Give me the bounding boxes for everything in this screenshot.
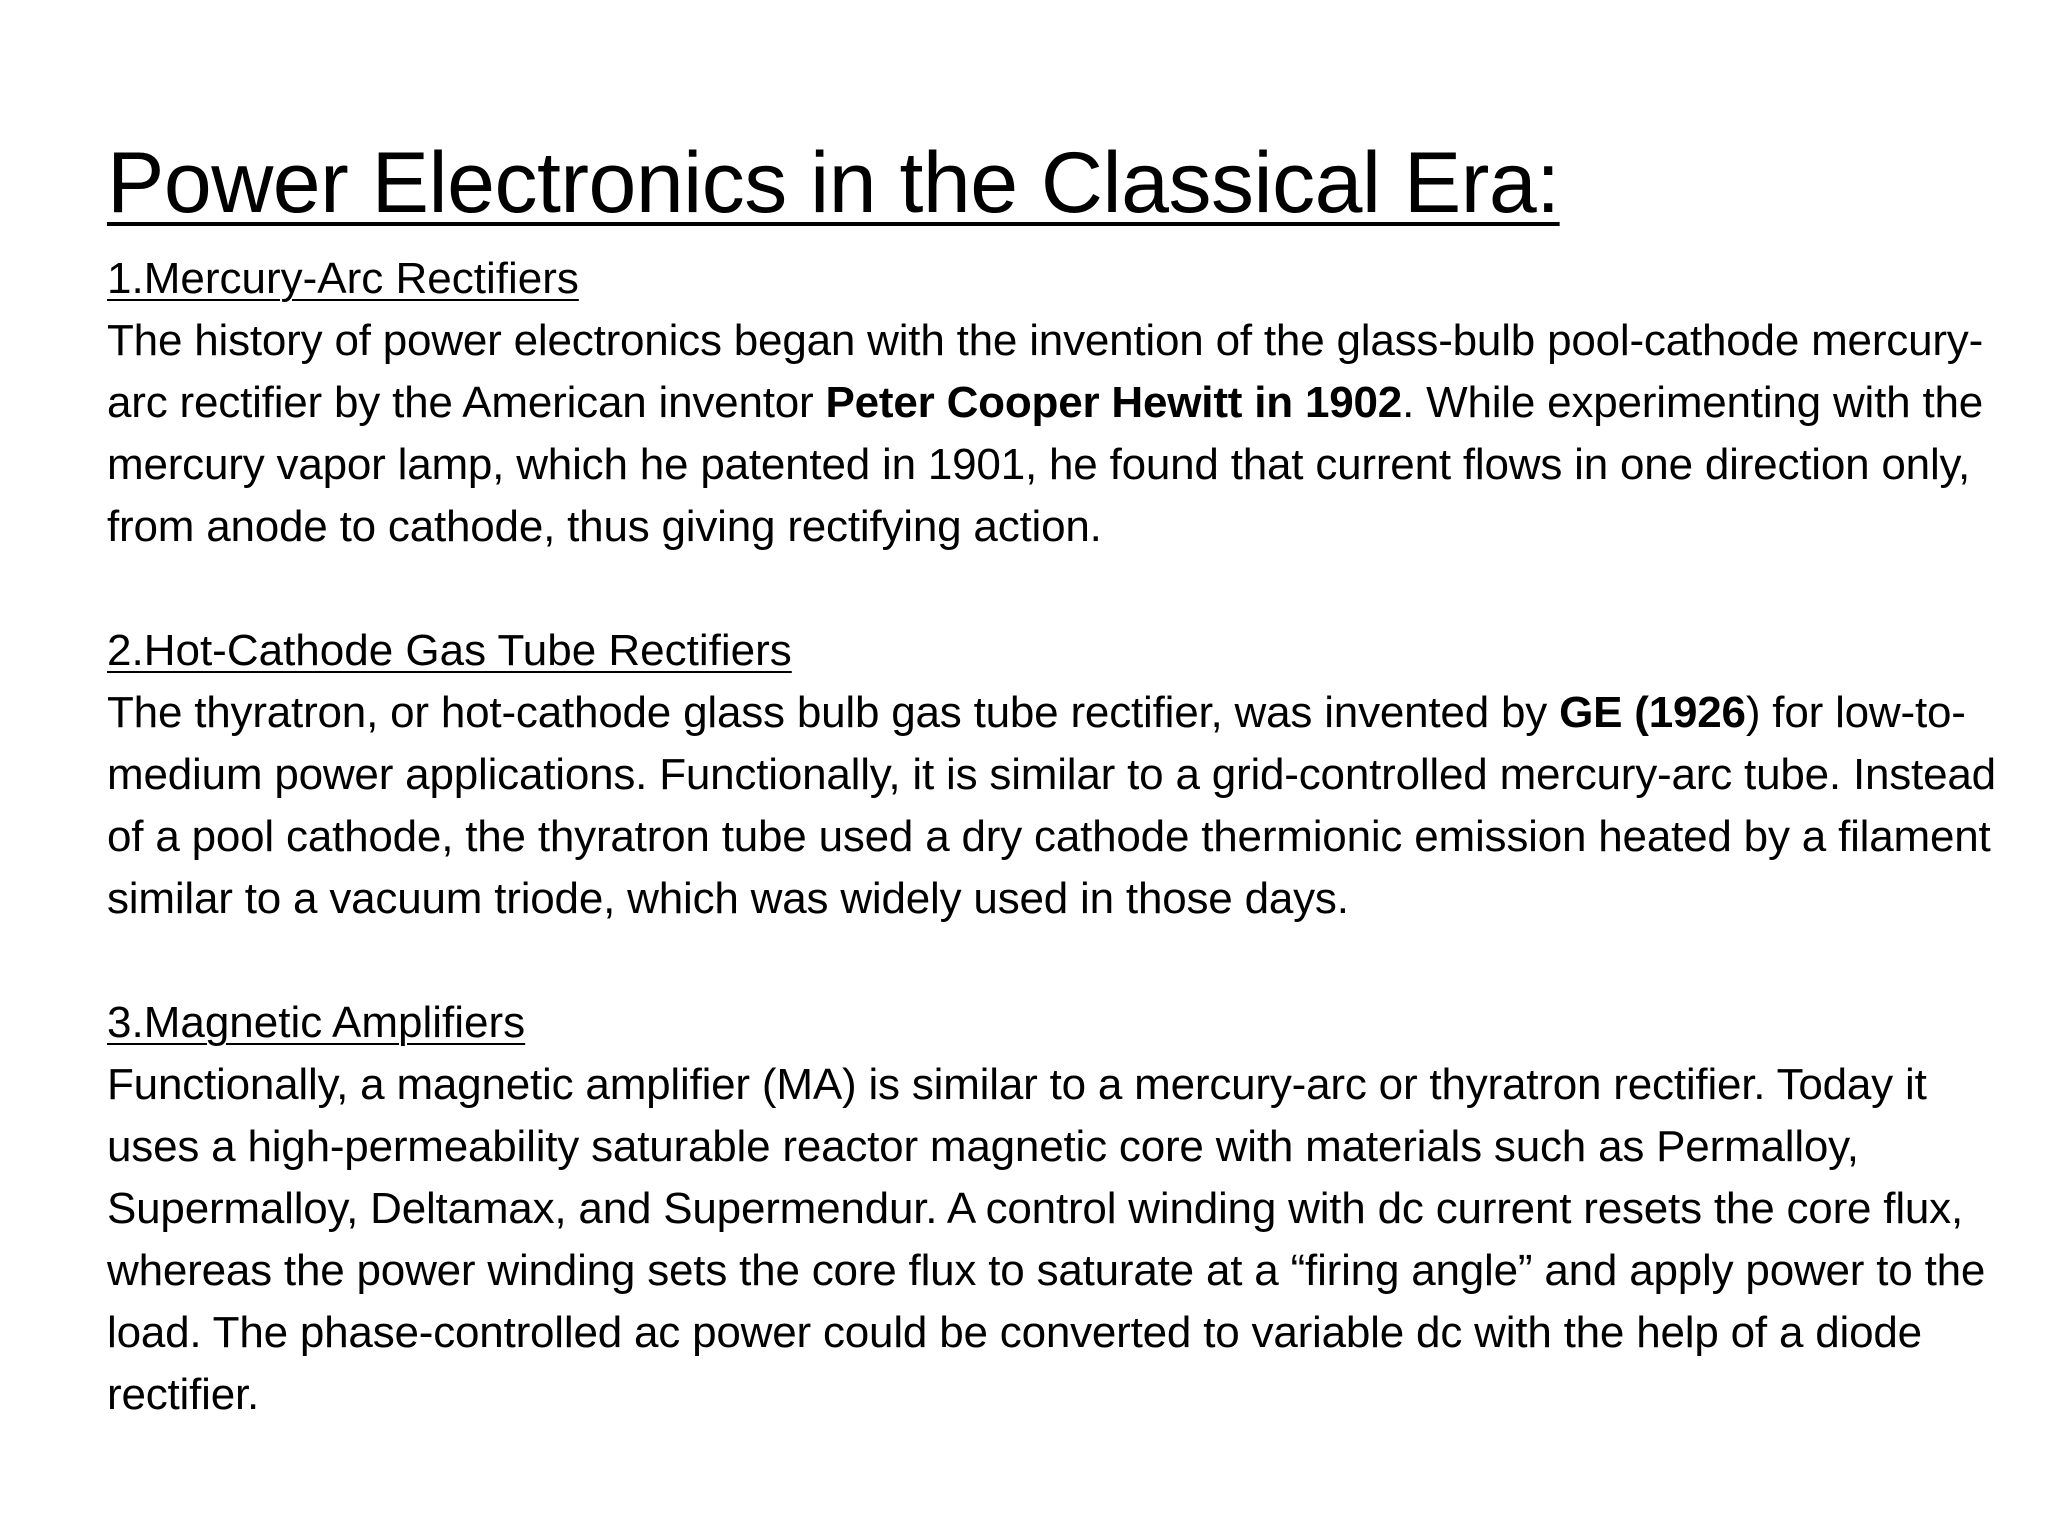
section-mercury-arc	[107, 248, 2007, 558]
section-paragraph	[107, 682, 2007, 930]
section-paragraph	[107, 1054, 2007, 1426]
paragraph-bold-text: GE (1926	[1559, 688, 1746, 737]
section-heading: 1.Mercury-Arc Rectifiers	[107, 254, 579, 303]
slide-content	[107, 135, 2007, 1488]
paragraph-bold-text: Peter Cooper Hewitt in 1902	[825, 378, 1403, 427]
paragraph-text: . While experimenting with the mercury vapor lamp, which he patented in 1901, he found that current flows in one direction only, from anode to cathode, thus giving rectifying action.	[107, 378, 1984, 551]
section-hot-cathode	[107, 620, 2007, 930]
section-heading: 3.Magnetic Amplifiers	[107, 998, 526, 1047]
paragraph-text: The thyratron, or hot-cathode glass bulb gas tube rectifier, was invented by	[107, 688, 1560, 737]
section-paragraph	[107, 310, 2007, 558]
section-heading: 2.Hot-Cathode Gas Tube Rectifiers	[107, 626, 792, 675]
paragraph-text: Functionally, a magnetic amplifier (MA) is similar to a mercury-arc or thyratron rectifier. Today it uses a high-permeability saturable reactor magnetic core with materials such as Permalloy, Supermalloy, Deltamax, and Supermendur. A control winding with dc current resets the core flux, whereas the power winding sets the core flux to saturate at a “firing angle” and apply power to the load. The phase-controlled ac power could be converted to variable dc with the help of a diode rectifier.	[107, 1060, 1986, 1419]
paragraph-text: The history of power electronics began with the invention of the glass-bulb pool-cathode mercury-arc rectifier by the American inventor	[107, 316, 1984, 427]
paragraph-text: ) for low-to-medium power applications. Functionally, it is similar to a grid-controlled mercury-arc tube. Instead of a pool cathode, the thyratron tube used a dry cathode thermionic emission heated by a filament similar to a vacuum triode, which was widely used in those days.	[107, 688, 1996, 923]
section-magnetic-amplifiers	[107, 992, 2007, 1426]
slide-title: Power Electronics in the Classical Era:	[107, 135, 1560, 231]
